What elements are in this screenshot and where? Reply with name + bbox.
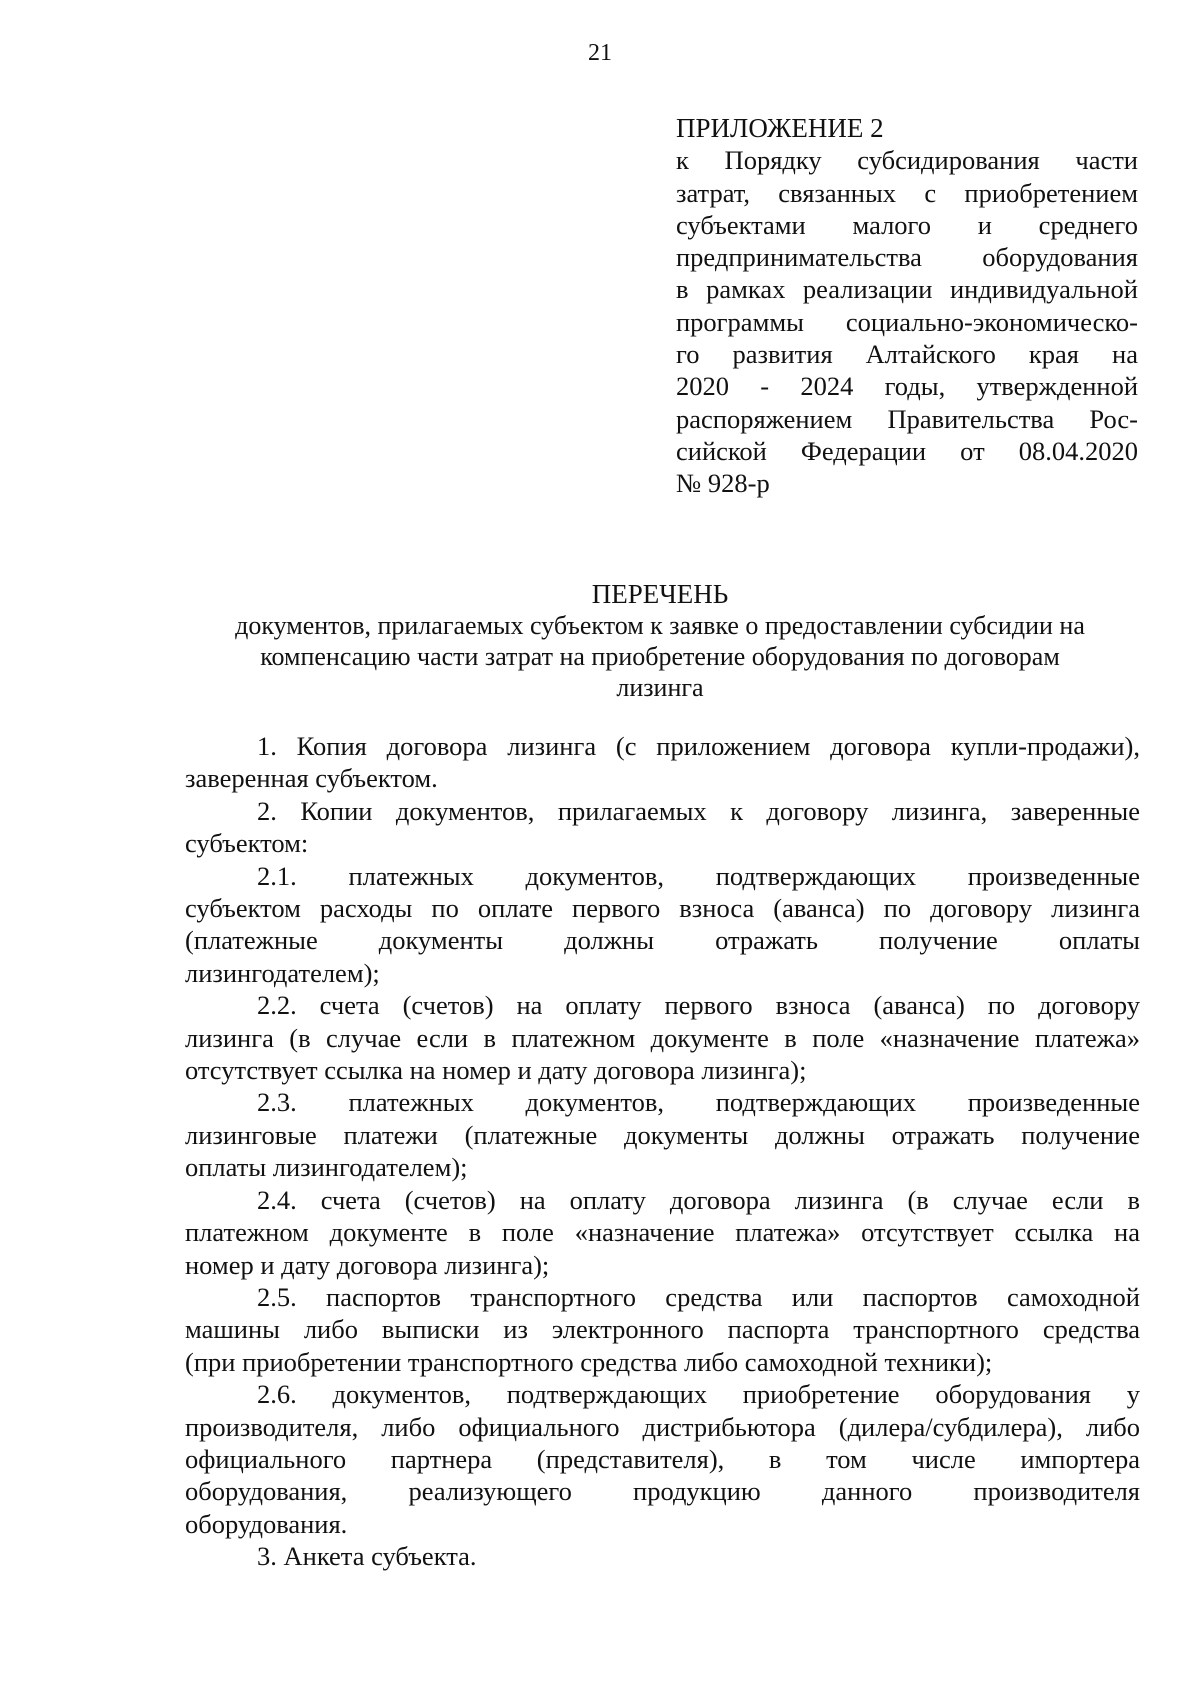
list-item — [185, 1378, 1140, 1540]
appendix-body — [676, 144, 1138, 499]
subtitle-line: лизинга — [616, 673, 704, 702]
item-line: платежном документе в поле «назначение платежа» отсутствует ссылка на — [185, 1217, 1140, 1248]
document-content — [185, 730, 1140, 1573]
heading-block — [160, 578, 1160, 703]
item-line: официального партнера (представителя), в том числе импортера — [185, 1443, 1140, 1474]
list-item — [185, 1281, 1140, 1378]
item-line: заверенная субъектом. — [185, 763, 438, 794]
list-item — [185, 989, 1140, 1086]
item-line: 2.1. платежных документов, подтверждающих произведенные — [257, 860, 1140, 891]
item-line: производителя, либо официального дистрибьютора (дилера/субдилера), либо — [185, 1411, 1140, 1442]
item-line: (платежные документы должны отражать получение оплаты — [185, 925, 1140, 956]
item-line: 2.6. документов, подтверждающих приобретение оборудования у — [257, 1379, 1140, 1410]
item-line: 3. Анкета субъекта. — [257, 1541, 477, 1572]
subtitle-line: документов, прилагаемых субъектом к заявке о предоставлении субсидии на — [235, 611, 1085, 640]
appendix-line: в рамках реализации индивидуальной — [676, 274, 1138, 305]
appendix-line: затрат, связанных с приобретением — [676, 177, 1138, 208]
item-line: лизинговые платежи (платежные документы должны отражать получение — [185, 1119, 1140, 1150]
appendix-block — [676, 112, 1138, 500]
list-item — [185, 1184, 1140, 1281]
list-item — [185, 795, 1140, 860]
item-line: лизингодателем); — [185, 957, 380, 988]
document-title: ПЕРЕЧЕНЬ — [591, 579, 729, 609]
appendix-line: программы социально-экономическо- — [676, 306, 1138, 337]
item-line: оборудования, реализующего продукцию данного производителя — [185, 1476, 1140, 1507]
appendix-line: 2020 - 2024 годы, утвержденной — [676, 371, 1138, 402]
item-line: субъектом: — [185, 828, 309, 859]
document-subtitle — [160, 610, 1160, 703]
list-item — [185, 1086, 1140, 1183]
appendix-line: распоряжением Правительства Рос- — [676, 403, 1138, 434]
item-line: 2.4. счета (счетов) на оплату договора лизинга (в случае если в — [257, 1184, 1140, 1215]
item-line: 2.5. паспортов транспортного средства или паспортов самоходной — [257, 1281, 1140, 1312]
item-line: 2.3. платежных документов, подтверждающих произведенные — [257, 1087, 1140, 1118]
item-line: отсутствует ссылка на номер и дату договора лизинга); — [185, 1055, 807, 1086]
appendix-line: субъектами малого и среднего — [676, 209, 1138, 240]
appendix-line: № 928-р — [676, 468, 770, 499]
item-line: оплаты лизингодателем); — [185, 1152, 468, 1183]
item-line: машины либо выписки из электронного паспорта транспортного средства — [185, 1314, 1140, 1345]
appendix-line: сийской Федерации от 08.04.2020 — [676, 435, 1138, 466]
item-line: оборудования. — [185, 1508, 348, 1539]
list-item — [185, 860, 1140, 990]
list-item — [185, 730, 1140, 795]
page-number: 21 — [588, 40, 612, 66]
appendix-line: предпринимательства оборудования — [676, 242, 1138, 273]
item-line: (при приобретении транспортного средства либо самоходной техники); — [185, 1346, 993, 1377]
item-line: номер и дату договора лизинга); — [185, 1249, 550, 1280]
list-item — [185, 1540, 1140, 1572]
appendix-title: ПРИЛОЖЕНИЕ 2 — [676, 113, 884, 143]
item-line: 1. Копия договора лизинга (с приложением договора купли-продажи), — [257, 731, 1140, 761]
appendix-line: го развития Алтайского края на — [676, 339, 1138, 370]
appendix-line: к Порядку субсидирования части — [676, 145, 1138, 176]
item-line: лизинга (в случае если в платежном документе в поле «назначение платежа» — [185, 1022, 1140, 1053]
item-line: субъектом расходы по оплате первого взноса (аванса) по договору лизинга — [185, 893, 1140, 924]
item-line: 2.2. счета (счетов) на оплату первого взноса (аванса) по договору — [257, 990, 1140, 1021]
item-line: 2. Копии документов, прилагаемых к договору лизинга, заверенные — [257, 795, 1140, 826]
subtitle-line: компенсацию части затрат на приобретение оборудования по договорам — [260, 642, 1060, 671]
